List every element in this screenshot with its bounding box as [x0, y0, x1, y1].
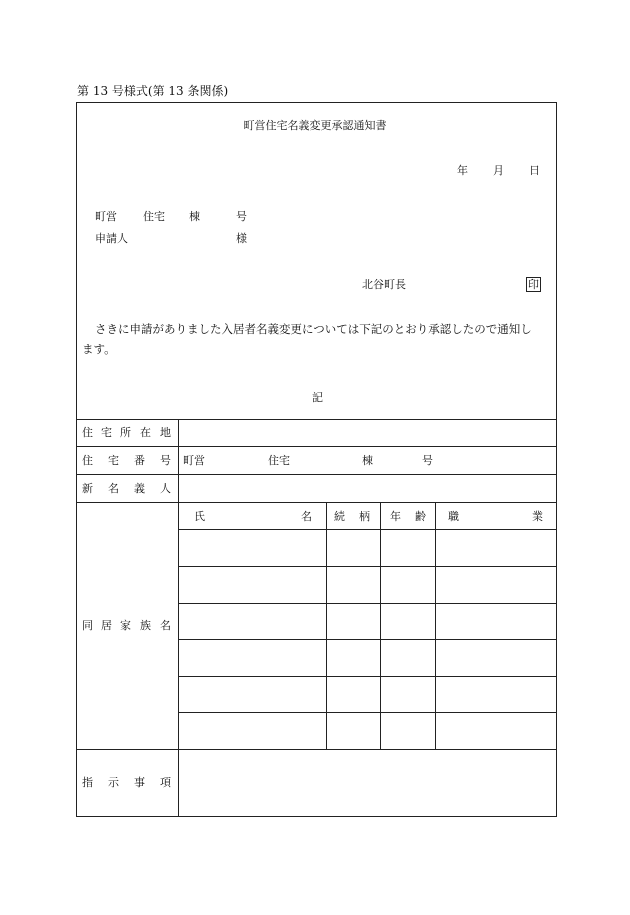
header-age-first: 年: [390, 510, 401, 523]
date-year-label: 年: [457, 164, 468, 177]
row-divider: [76, 446, 557, 447]
family-row-divider: [178, 676, 557, 677]
row-divider: [76, 502, 557, 503]
header-age-second: 齢: [415, 510, 426, 523]
table-top-border: [76, 419, 557, 420]
header-name-first: 氏: [194, 510, 205, 523]
family-column-divider: [380, 502, 381, 749]
header-occupation-first: 職: [448, 510, 459, 523]
family-row-divider: [178, 712, 557, 713]
family-row-divider: [178, 639, 557, 640]
house-number-building: 棟: [362, 454, 373, 467]
family-column-divider: [435, 502, 436, 749]
header-relation-first: 続: [334, 510, 345, 523]
family-column-divider: [326, 502, 327, 749]
body-text-line2: ます。: [82, 342, 116, 356]
date-day-label: 日: [529, 164, 540, 177]
header-occupation-second: 業: [532, 510, 543, 523]
applicant-honorific: 様: [236, 232, 247, 245]
header-relation-second: 柄: [359, 510, 370, 523]
addressee-number: 号: [236, 210, 247, 223]
family-header-divider: [178, 529, 557, 530]
issuer-name: 北谷町長: [362, 278, 406, 291]
house-number-housing: 住宅: [268, 454, 290, 467]
addressee-housing-prefix: 町営: [95, 210, 117, 223]
header-name-second: 名: [301, 510, 312, 523]
family-row-divider: [178, 566, 557, 567]
label-column-divider: [178, 419, 179, 817]
applicant-label: 申請人: [95, 232, 128, 245]
family-row-divider: [178, 603, 557, 604]
form-number: 第 13 号様式(第 13 条関係): [77, 84, 229, 98]
seal-mark: 印: [528, 278, 539, 291]
house-number-number: 号: [422, 454, 433, 467]
note-mark: 記: [312, 391, 323, 404]
date-month-label: 月: [493, 164, 504, 177]
row-divider: [76, 749, 557, 750]
addressee-building: 棟: [189, 210, 200, 223]
body-text-line1: さきに申請がありました入居者名義変更については下記のとおり承認したので通知し: [95, 322, 532, 336]
house-number-prefix: 町営: [183, 454, 205, 467]
row-divider: [76, 474, 557, 475]
page-title: 町営住宅名義変更承認通知書: [243, 119, 387, 132]
addressee-housing-suffix: 住宅: [143, 210, 165, 223]
